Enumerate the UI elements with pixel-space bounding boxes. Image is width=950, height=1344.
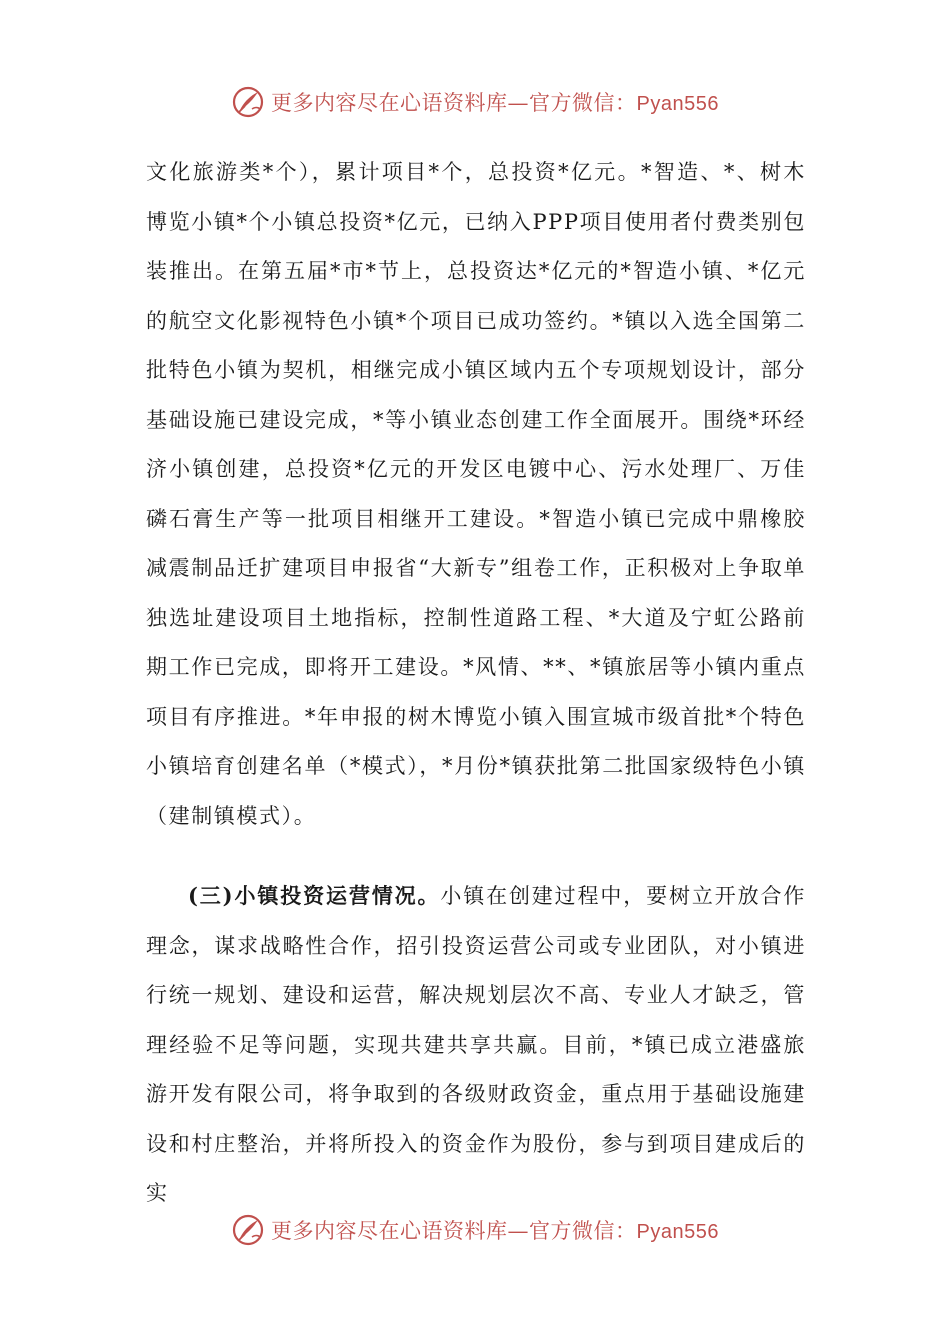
section-3-body: 小镇在创建过程中，要树立开放合作理念，谋求战略性合作，招引投资运营公司或专业团队，对小镇进行统一规划、建设和运营，解决规划层次不高、专业人才缺乏，管理经验不足等问题，实现共建共享共赢。目前，*镇已成立港盛旅游开发有限公司，将争取到的各级财政资金，重点用于基础设施建设和村庄整治，并将所投入的资金作为股份，参与到项目建成后的实	[146, 884, 806, 1205]
banner-text: 更多内容尽在心语资料库—官方微信：Pyan556	[271, 1219, 719, 1243]
header-banner	[0, 80, 950, 124]
wechat-id: Pyan556	[636, 1221, 719, 1243]
section-heading-3: (三)小镇投资运营情况。	[188, 883, 441, 908]
banner-text: 更多内容尽在心语资料库—官方微信：Pyan556	[271, 91, 719, 115]
paragraph-continuation: 文化旅游类*个），累计项目*个，总投资*亿元。*智造、*、树木博览小镇*个小镇总投资*亿元，已纳入PPP项目使用者付费类别包装推出。在第五届*市*节上，总投资达*亿元的*智造小镇、*亿元的航空文化影视特色小镇*个项目已成功签约。*镇以入选全国第二批特色小镇为契机，相继完成小镇区域内五个专项规划设计，部分基础设施已建设完成，*等小镇业态创建工作全面展开。围绕*环经济小镇创建，总投资*亿元的开发区电镀中心、污水处理厂、万佳磷石膏生产等一批项目相继开工建设。*智造小镇已完成中鼎橡胶减震制品迁扩建项目申报省“大新专”组卷工作，正积极对上争取单独选址建设项目土地指标，控制性道路工程、*大道及宁虹公路前期工作已完成，即将开工建设。*风情、**、*镇旅居等小镇内重点项目有序推进。*年申报的树木博览小镇入围宣城市级首批*个特色小镇培育创建名单（*模式），*月份*镇获批第二批国家级特色小镇（建制镇模式）。	[146, 160, 806, 828]
footer-banner	[0, 1208, 950, 1252]
quill-logo-icon	[231, 85, 265, 119]
document-body	[146, 148, 806, 1219]
paragraph-section-3	[146, 871, 806, 1219]
quill-logo-icon	[231, 1213, 265, 1247]
wechat-id: Pyan556	[636, 93, 719, 115]
